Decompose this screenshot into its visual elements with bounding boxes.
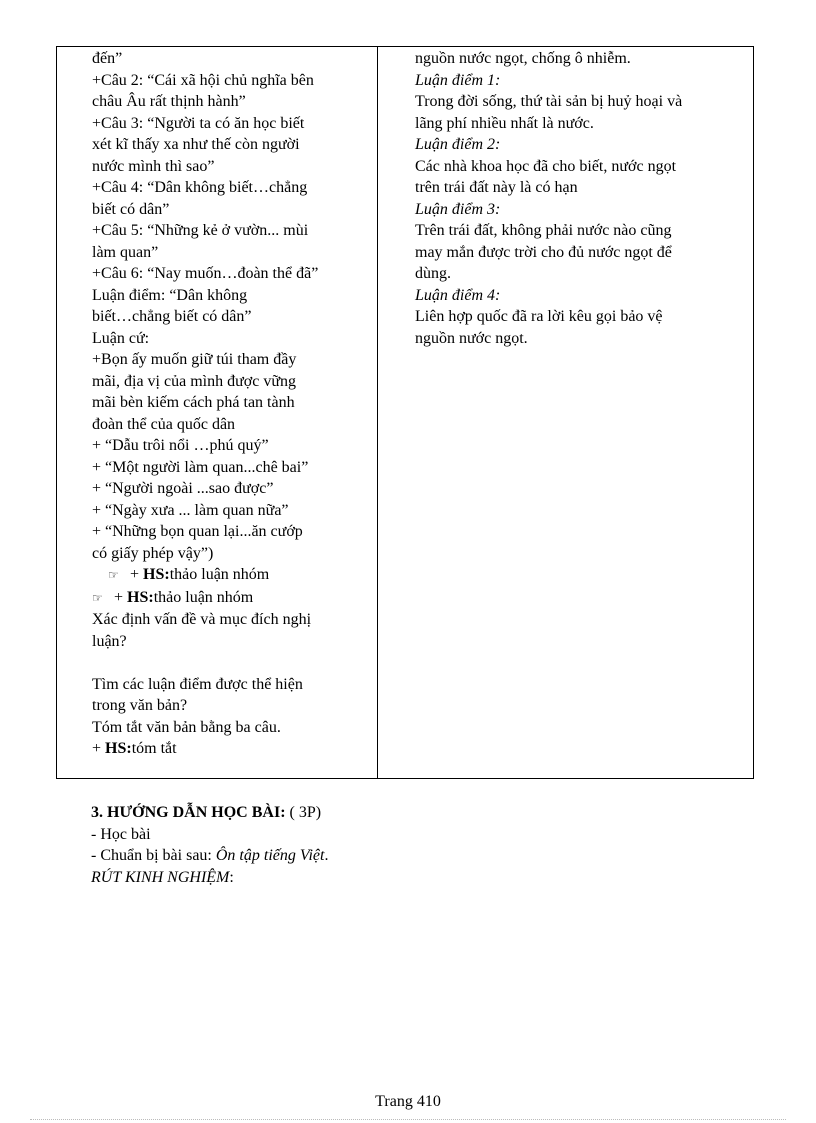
- point-heading: Luận điểm 2:: [415, 136, 501, 153]
- hs-label: HS:: [143, 566, 170, 583]
- footer-divider: [30, 1119, 786, 1120]
- section-heading: 3. HƯỚNG DẪN HỌC BÀI:: [91, 804, 286, 821]
- left-line: có giấy phép vậy”): [92, 544, 214, 562]
- left-line: + “Ngày xưa ... làm quan nữa”: [92, 501, 289, 519]
- experience-note: [91, 867, 731, 889]
- question-line: Xác định vấn đề và mục đích nghị: [92, 611, 312, 628]
- prepare-suffix: .: [324, 847, 329, 864]
- column-divider: [377, 47, 378, 778]
- hs-text: thảo luận nhóm: [169, 566, 270, 583]
- left-line: đoàn thể của quốc dân: [92, 415, 236, 433]
- hs-summary-line: [92, 738, 372, 760]
- left-line: + “Một người làm quan...chê bai”: [92, 458, 309, 476]
- left-line: biết…chẳng biết có dân”: [92, 308, 252, 325]
- lesson-table: [56, 46, 754, 779]
- left-line: + “Dẫu trôi nổi …phú quý”: [92, 437, 269, 454]
- experience-suffix: :: [229, 868, 234, 886]
- summary-line: Tóm tắt văn bản bằng ba câu.: [92, 718, 281, 736]
- left-line: xét kĩ thấy xa như thế còn người: [92, 136, 300, 153]
- left-line: +Câu 4: “Dân không biết…chẳng: [92, 179, 308, 196]
- section-time: ( 3P): [289, 804, 322, 821]
- point-heading: Luận điểm 4:: [415, 286, 501, 304]
- question-line: trong văn bản?: [92, 697, 188, 714]
- question-line: Tìm các luận điểm được thể hiện: [92, 675, 303, 693]
- hs-text: thảo luận nhóm: [153, 588, 254, 606]
- point-line: Trong đời sống, thứ tài sản bị huỷ hoại và: [415, 93, 683, 110]
- hs-discussion-line: [92, 587, 372, 610]
- left-line: Luận cứ:: [92, 329, 150, 347]
- hs-discussion-line: [92, 564, 372, 587]
- blank-line: [92, 652, 372, 674]
- right-intro: nguồn nước ngọt, chống ô nhiễm.: [415, 50, 631, 67]
- left-line: +Câu 6: “Nay muốn…đoàn thể đã”: [92, 265, 319, 282]
- left-line: nước mình thì sao”: [92, 157, 215, 175]
- point-line: trên trái đất này là có hạn: [415, 179, 578, 196]
- left-line: +Câu 2: “Cái xã hội chủ nghĩa bên: [92, 71, 314, 89]
- point-line: lãng phí nhiều nhất là nước.: [415, 114, 594, 132]
- point-line: Các nhà khoa học đã cho biết, nước ngọt: [415, 157, 677, 175]
- left-line: mãi, địa vị của mình được vững: [92, 372, 296, 390]
- left-line: + “Người ngoài ...sao được”: [92, 480, 274, 497]
- hs-prefix: +: [114, 588, 124, 606]
- hs-label: HS:: [127, 588, 154, 606]
- point-line: Liên hợp quốc đã ra lời kêu gọi bảo vệ: [415, 308, 663, 325]
- point-line: may mắn được trời cho đủ nước ngọt để: [415, 243, 672, 261]
- left-line: châu Âu rất thịnh hành”: [92, 93, 246, 110]
- section-item: [91, 845, 731, 867]
- left-line: đến”: [92, 50, 123, 67]
- left-column: [92, 48, 372, 760]
- prepare-lesson: Ôn tập tiếng Việt: [215, 847, 325, 864]
- hand-pointing-icon: ☞: [108, 568, 119, 582]
- question-line: luận?: [92, 632, 127, 650]
- left-line: +Câu 5: “Những kẻ ở vườn... mùi: [92, 222, 309, 239]
- point-heading: Luận điểm 1:: [415, 71, 501, 89]
- hs-prefix: +: [130, 566, 140, 583]
- right-column: [415, 48, 745, 349]
- section-item: - Học bài: [91, 825, 151, 843]
- prepare-prefix: - Chuẩn bị bài sau:: [91, 847, 212, 864]
- hs-label: HS:: [105, 740, 132, 757]
- experience-label: RÚT KINH NGHIỆM: [91, 868, 230, 886]
- left-line: + “Những bọn quan lại...ăn cướp: [92, 523, 303, 540]
- point-line: dùng.: [415, 265, 451, 282]
- section-title: [91, 802, 731, 824]
- point-line: nguồn nước ngọt.: [415, 329, 528, 347]
- left-line: làm quan”: [92, 243, 159, 261]
- left-line: mãi bèn kiếm cách phá tan tành: [92, 394, 295, 411]
- study-guide-section: [91, 802, 731, 888]
- left-line: Luận điểm: “Dân không: [92, 286, 248, 304]
- left-line: biết có dân”: [92, 200, 170, 218]
- page-number: Trang 410: [375, 1093, 441, 1110]
- hand-pointing-icon: ☞: [92, 590, 103, 605]
- point-line: Trên trái đất, không phải nước nào cũng: [415, 222, 672, 239]
- hs-text: tóm tắt: [131, 740, 177, 757]
- left-line: +Bọn ấy muốn giữ túi tham đầy: [92, 351, 297, 368]
- point-heading: Luận điểm 3:: [415, 200, 501, 218]
- left-line: +Câu 3: “Người ta có ăn học biết: [92, 114, 305, 132]
- hs-prefix: +: [92, 740, 102, 757]
